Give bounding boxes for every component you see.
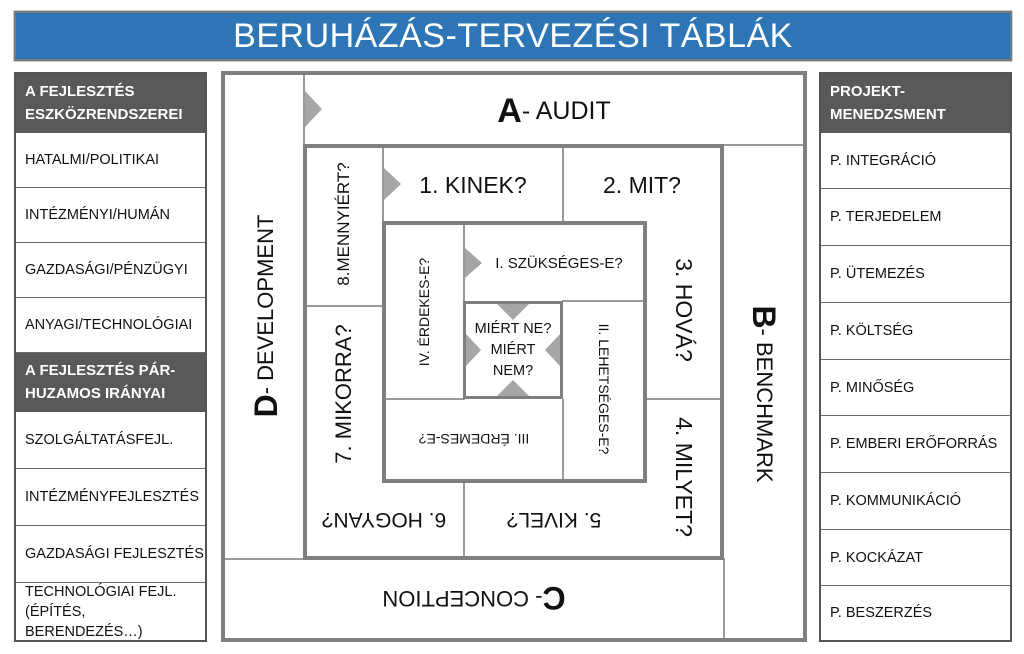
audit-letter: A: [497, 91, 522, 130]
right-header-pm-line1: PROJEKT-: [830, 83, 906, 100]
left-header-tools-line1: A FEJLESZTÉS: [25, 83, 135, 100]
core-line2: MIÉRT: [490, 341, 536, 358]
left-header-directions-line1: A FEJLESZTÉS PÁR-: [25, 362, 176, 379]
inner-iv-text: IV. ÉRDEKES-E?: [416, 257, 432, 367]
left-item-technology-line2: (ÉPÍTÉS, BERENDEZÉS…): [25, 603, 143, 640]
left-item-economic: GAZDASÁGI/PÉNZÜGYI: [16, 243, 205, 298]
question-4-text: 4. MILYET?: [671, 417, 698, 537]
inner-iii-text: III. ÉRDEMES-E?: [418, 431, 530, 447]
inner-div-iii-iv: [386, 398, 465, 400]
development-letter: D: [247, 394, 284, 418]
mid-div-5-6: [463, 482, 465, 556]
left-item-service-dev: SZOLGÁLTATÁSFEJL.: [16, 412, 205, 469]
left-item-institution-dev: INTÉZMÉNYFEJLESZTÉS: [16, 469, 205, 526]
core-line3: NEM?: [492, 362, 534, 379]
right-item-integration: P. INTEGRÁCIÓ: [821, 133, 1010, 189]
right-item-procurement: P. BESZERZÉS: [830, 605, 933, 621]
question-5-text: 5. KIVEL?: [506, 508, 602, 531]
question-1: 1. KINEK?: [419, 171, 527, 198]
divider-c-top: [225, 558, 305, 560]
left-item-material: ANYAGI/TECHNOLÓGIAI: [16, 298, 205, 353]
right-item-schedule: P. ÜTEMEZÉS: [821, 246, 1010, 303]
right-item-communication: P. KOMMUNIKÁCIÓ: [821, 473, 1010, 530]
left-header-directions: [16, 353, 205, 412]
title-banner: [14, 11, 1012, 61]
question-8-text: 8.MENNYIÉRT?: [334, 162, 353, 286]
right-item-cost: P. KÖLTSÉG: [821, 303, 1010, 360]
inner-div-ii-iii: [562, 399, 564, 479]
left-panel: [14, 72, 207, 642]
question-2: 2. MIT?: [603, 171, 681, 198]
left-item-institutional: INTÉZMÉNYI/HUMÁN: [16, 188, 205, 243]
right-header-pm: [821, 74, 1010, 133]
core-text: [466, 312, 560, 388]
left-item-technology-dev: [16, 583, 205, 640]
question-1-arrow: [384, 168, 401, 200]
inner-i-arrow: [465, 248, 482, 278]
left-item-political: HATALMI/POLITIKAI: [16, 133, 205, 188]
question-3-text: 3. HOVÁ?: [671, 258, 698, 362]
inner-ii-text: II. LEHETSÉGES-E?: [596, 323, 612, 455]
audit-text: - AUDIT: [521, 96, 611, 125]
conception-letter: C: [542, 580, 566, 617]
right-item-risk: P. KOCKÁZAT: [821, 530, 1010, 586]
development-text: - DEVELOPMENT: [253, 214, 278, 395]
right-header-pm-line2: MENEDZSMENT: [830, 106, 946, 123]
right-panel: [819, 72, 1012, 642]
left-header-directions-line2: HUZAMOS IRÁNYAI: [25, 385, 166, 402]
left-item-technology-line1: TECHNOLÓGIAI FEJL.: [25, 583, 177, 600]
audit-arrow: [305, 91, 322, 127]
page-title: BERUHÁZÁS-TERVEZÉSI TÁBLÁK: [233, 16, 793, 55]
question-7-text: 7. MIKORRA?: [331, 324, 356, 464]
right-item-quality: P. MINŐSÉG: [821, 360, 1010, 416]
left-item-economic-dev: GAZDASÁGI FEJLESZTÉS: [16, 526, 205, 583]
left-header-tools: [16, 74, 205, 133]
left-header-tools-line2: ESZKÖZRENDSZEREI: [25, 106, 183, 123]
question-6-text: 6. HOGYAN?: [321, 508, 447, 531]
core-line1: MIÉRT NE?: [474, 320, 552, 337]
label-audit: [305, 78, 803, 144]
conception-text: - CONCEPTION: [382, 586, 543, 611]
mid-div-3-4: [645, 398, 720, 400]
benchmark-text: - BENCHMARK: [752, 328, 777, 483]
right-item-scope: P. TERJEDELEM: [821, 189, 1010, 246]
right-item-human-resources: P. EMBERI ERŐFORRÁS: [821, 416, 1010, 473]
mid-div-7-8: [307, 305, 382, 307]
inner-i: I. SZÜKSÉGES-E?: [495, 254, 623, 272]
divider-a-bottom: [723, 144, 803, 146]
benchmark-letter: B: [746, 305, 783, 329]
divider-b-bottom: [723, 558, 725, 638]
